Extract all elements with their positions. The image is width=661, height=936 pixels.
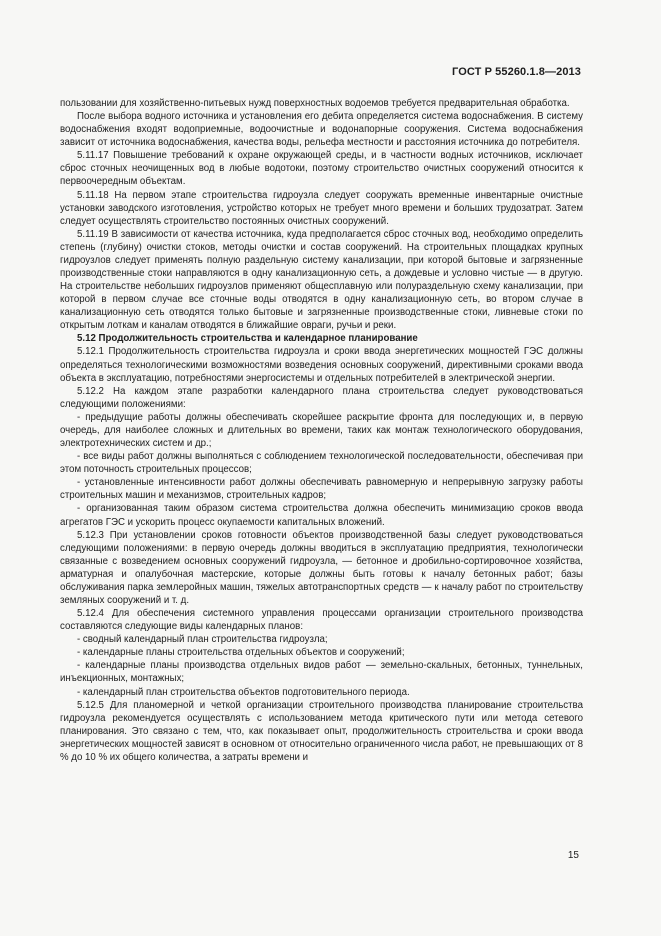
clause-5-12-2: 5.12.2 На каждом этапе разработки календарного плана строительства следует руководствоваться следующими положениями: <box>60 385 583 410</box>
paragraph: пользовании для хозяйственно-питьевых нужд поверхностных водоемов требуется предварительная обработка. <box>60 98 570 109</box>
clause-5-12-5: 5.12.5 Для планомерной и четкой организации строительного производства планирование строительства гидроузла рекомендуется осуществлять с использованием метода критического пути или метода сетевого планирования. Это связано с тем, что, как показывает опыт, продолжительность строительства и сроки ввода энергетических мощностей зависят в основном от относительно ограниченного числа работ, не превышающих от 8 % до 10 % их общего количества, а затраты времени и <box>60 699 583 763</box>
section-heading-5-12: 5.12 Продолжительность строительства и календарное планирование <box>77 333 418 345</box>
list-item: - все виды работ должны выполняться с соблюдением технологической последовательности, обеспечивая при этом поточность строительных процессов; <box>60 451 583 476</box>
list-item: - календарные планы производства отдельных видов работ — земельно-скальных, бетонных, туннельных, инъекционных, монтажных; <box>60 660 583 685</box>
paragraph: После выбора водного источника и установления его дебита определяется система водоснабжения. В систему водоснабжения входят водоприемные, водоочистные и водонапорные сооружения. Система водоснабжения зависит от источника водоснабжения, качества воды, рельефа местности и расстояния источника до потребителя. <box>60 111 583 149</box>
clause-5-11-18: 5.11.18 На первом этапе строительства гидроузла следует сооружать временные инвентарные очистные установки заводского изготовления, устройство которых не требует много времени и больших трудозатрат. Затем следует осуществлять строительство постоянных очистных сооружений. <box>60 189 583 227</box>
list-item: - календарные планы строительства отдельных объектов и сооружений; <box>77 647 405 659</box>
list-item: - сводный календарный план строительства гидроузла; <box>77 634 328 646</box>
body-text <box>60 97 583 764</box>
list-item: - календарный план строительства объектов подготовительного периода. <box>77 686 410 698</box>
list-item: - предыдущие работы должны обеспечивать скорейшее раскрытие фронта для последующих и, в первую очередь, для наиболее сложных и длительных во времени, таких как монтаж технологического оборудования, электротехнических систем и др.; <box>60 411 583 450</box>
clause-5-12-1: 5.12.1 Продолжительность строительства гидроузла и сроки ввода энергетических мощностей ГЭС должны определяться технологическими возможностями возведения основных сооружений, директивными сроками ввода объекта в эксплуатацию, потребностями энергосистемы и отдельных потребителей в электрической энергии. <box>60 346 583 384</box>
list-item: - установленные интенсивности работ должны обеспечивать равномерную и непрерывную загрузку работы строительных машин и механизмов, строительных кадров; <box>60 477 583 502</box>
document-number: ГОСТ Р 55260.1.8—2013 <box>452 66 581 78</box>
list-item: - организованная таким образом система строительства должна обеспечить минимизацию сроков ввода агрегатов ГЭС и ускорить процесс окупаемости капитальных вложений. <box>60 503 583 528</box>
clause-5-11-19: 5.11.19 В зависимости от качества источника, куда предполагается сброс сточных вод, необходимо определить степень (глубину) очистки стоков, методы очистки и состав сооружений. На строительных площадках крупных гидроузлов следует применять полную раздельную систему канализации, при которой бытовые и загрязненные производственные стоки направляются в одну канализационную сеть, а дождевые и условно чистые — в другую. На строительстве небольших гидроузлов применяют общесплавную или полураздельную схему канализации, при которой в первом случае все сточные воды отводятся в одну канализационную сеть, во втором случае в канализационную сеть отводятся только бытовые и загрязненные производственные стоки, ливневые стоки по открытым лоткам и каналам отводятся в ближайшие овраги, ручьи и реки. <box>60 228 583 332</box>
clause-5-12-4: 5.12.4 Для обеспечения системного управления процессами организации строительного производства составляются следующие виды календарных планов: <box>60 608 583 633</box>
clause-5-12-3: 5.12.3 При установлении сроков готовности объектов производственной базы следует руководствоваться следующими положениями: в первую очередь должны вводиться в эксплуатацию предприятия, технологически связанные с возведением основных сооружений гидроузла, — бетонное и дробильно-сортировочное хозяйства, арматурная и опалубочная мастерские, которые должны быть готовы к началу бетонных работ; базы обслуживания парка землеройных машин, тяжелых автотранспортных средств — к началу работ по строительству земляных сооружений и т. д. <box>60 529 583 606</box>
page-number: 15 <box>567 850 579 861</box>
clause-5-11-17: 5.11.17 Повышение требований к охране окружающей среды, и в частности водных источников, исключает сброс сточных неочищенных вод в любые водотоки, поэтому строительство очистных сооружений относится к первоочередным объектам. <box>60 150 583 188</box>
